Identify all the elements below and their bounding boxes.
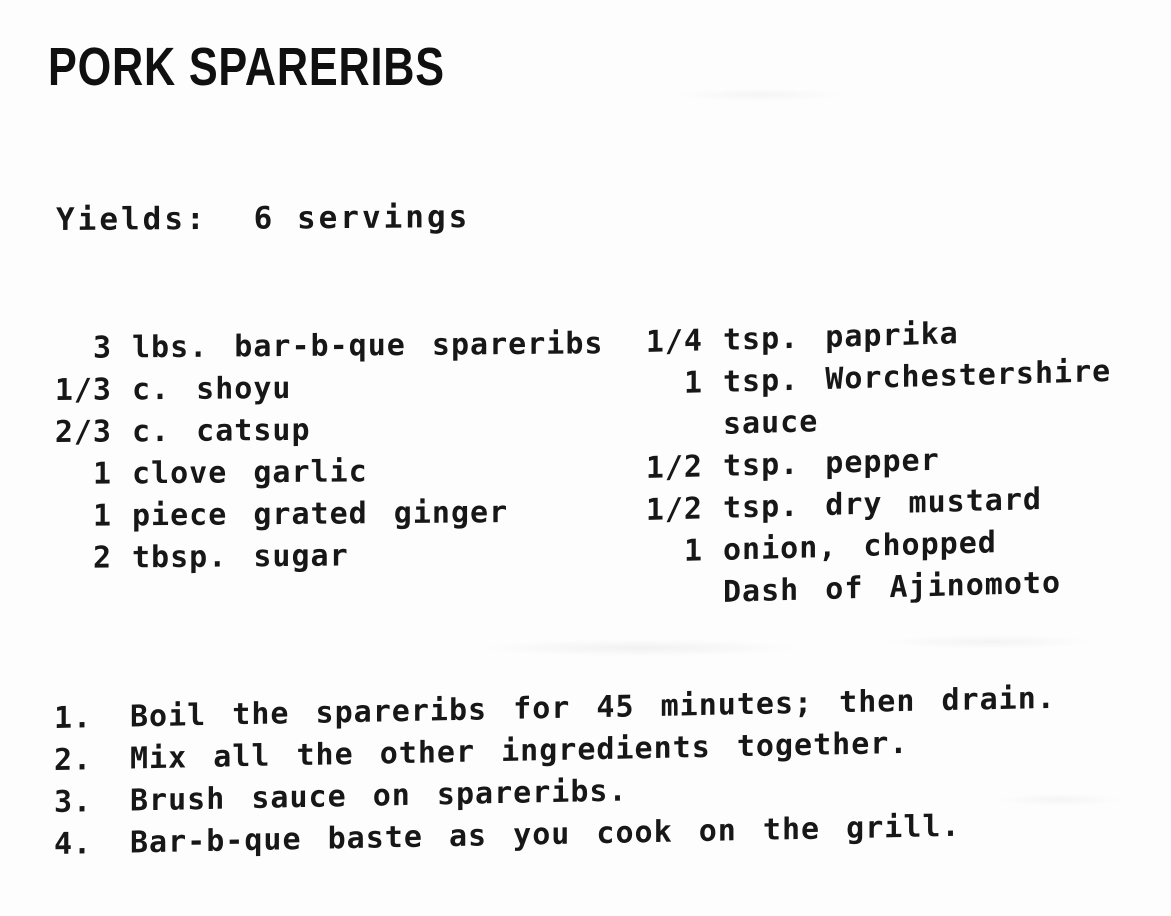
ingredient-quantity: 1/2: [645, 449, 703, 486]
ingredients-column-left: [54, 323, 603, 580]
instruction-text: Mix all the other ingredients together.: [130, 725, 909, 777]
recipe-title: PORK SPARERIBS: [48, 37, 445, 97]
ingredient-row: [54, 533, 603, 580]
ingredient-text: clove garlic: [132, 454, 368, 492]
ingredient-quantity: [645, 434, 703, 436]
ingredient-quantity: 1/3: [54, 372, 112, 408]
ingredient-quantity: 2/3: [54, 414, 112, 450]
instruction-text: Boil the spareribs for 45 minutes; then drain.: [130, 680, 1056, 735]
ingredient-quantity: 1/4: [645, 323, 703, 360]
ingredient-text: sauce: [723, 404, 819, 442]
instruction-number: 1.: [54, 700, 93, 736]
ingredient-text: tsp. Worchestershire: [723, 353, 1112, 400]
instruction-number: 3.: [54, 784, 93, 820]
ingredient-quantity: 1: [683, 365, 703, 401]
ingredient-quantity: [645, 602, 703, 604]
ingredient-quantity: 3: [92, 330, 112, 366]
ingredient-row: [54, 449, 603, 496]
ingredients-column-right: [645, 309, 1111, 616]
ingredient-text: c. catsup: [132, 412, 311, 450]
ingredient-quantity: 1: [683, 533, 703, 569]
ingredient-text: tsp. pepper: [723, 442, 940, 484]
ingredient-text: piece grated ginger: [132, 495, 509, 534]
ingredient-quantity: 2: [92, 540, 112, 576]
ingredient-text: tsp. paprika: [723, 316, 959, 358]
ingredient-text: Dash of Ajinomoto: [723, 565, 1062, 610]
ingredient-text: onion, chopped: [723, 525, 997, 568]
ingredient-text: tsp. dry mustard: [723, 481, 1042, 526]
instructions-list: [54, 678, 1056, 866]
yields-label: Yields:: [56, 200, 208, 238]
ingredient-row: [54, 323, 603, 370]
yields-line: [56, 199, 470, 238]
ingredient-quantity: 1/2: [645, 491, 703, 528]
ingredient-text: c. shoyu: [132, 370, 292, 408]
ingredient-text: tbsp. sugar: [132, 538, 349, 576]
instruction-number: 2.: [54, 742, 93, 778]
ingredient-quantity: 1: [92, 456, 112, 492]
ingredient-row: [54, 491, 603, 538]
ingredient-quantity: 1: [92, 498, 112, 534]
ingredient-row: [54, 365, 603, 412]
instruction-number: 4.: [54, 826, 93, 862]
yields-value: 6 servings: [253, 199, 471, 237]
ingredient-text: lbs. bar-b-que spareribs: [132, 326, 604, 366]
instruction-text: Bar-b-que baste as you cook on the grill.: [130, 808, 961, 861]
instruction-text: Brush sauce on spareribs.: [130, 773, 628, 819]
ingredient-row: [54, 407, 603, 454]
